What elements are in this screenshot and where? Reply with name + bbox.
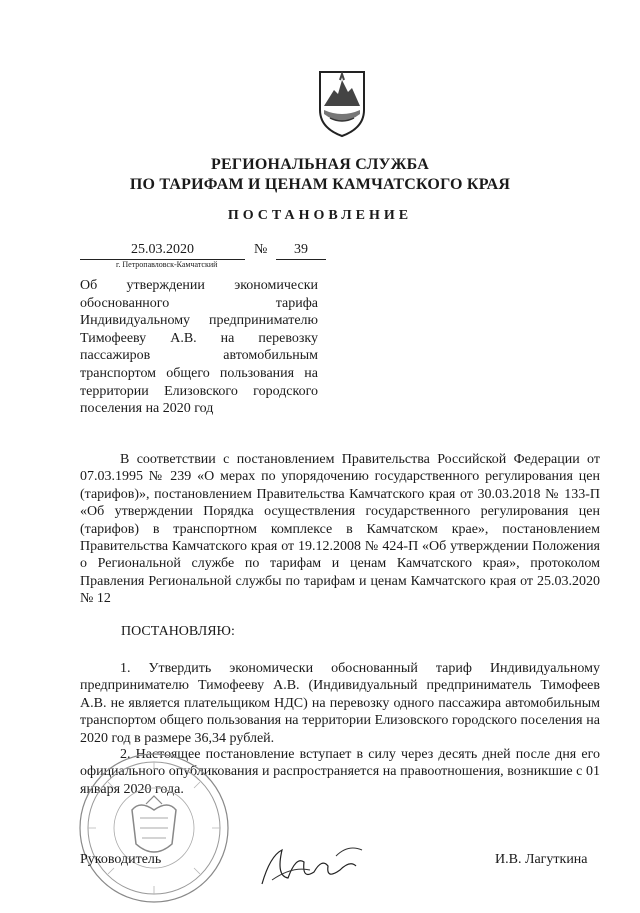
preamble-paragraph: В соответствии с постановлением Правительства Российской Федерации от 07.03.1995 № 239 «О мерах по упорядочению государственного регулирования цен (тарифов)», постановлением Правительства Камчатского края от 30.03.2018 № 133-П «Об утверждении Порядка осуществления государственного регулирования цен (тарифов) в транспортном комплексе в Камчатском крае», постановлением Правительства Камчатского края от 19.12.2008 № 424-П «Об утверждении Положения о Региональной службе по тарифам и ценам Камчатского края», протоколом Правления Региональной службы по тарифам и ценам Камчатского края от 25.03.2020 № 12 bbox=[80, 452, 600, 607]
document-date: 25.03.2020 bbox=[80, 242, 245, 260]
decree-item-2: 2. Настоящее постановление вступает в силу через десять дней после дня его официального опубликования и распространяется на правоотношения, возникшие с 01 января 2020 года. bbox=[80, 747, 600, 797]
signer-position: Руководитель bbox=[80, 852, 162, 867]
org-name-line1: РЕГИОНАЛЬНАЯ СЛУЖБА bbox=[211, 156, 429, 173]
signer-name: И.В. Лагуткина bbox=[495, 852, 588, 867]
handwritten-signature-icon bbox=[252, 836, 372, 896]
official-seal-icon bbox=[74, 748, 234, 908]
decree-word: ПОСТАНОВЛЯЮ: bbox=[121, 624, 235, 639]
org-name-line2: ПО ТАРИФАМ И ЦЕНАМ КАМЧАТСКОГО КРАЯ bbox=[129, 176, 511, 193]
place-of-issue: г. Петропавловск-Камчатский bbox=[116, 260, 218, 269]
document-type-title: ПОСТАНОВЛЕНИЕ bbox=[227, 208, 413, 223]
document-number: 39 bbox=[276, 242, 326, 260]
document-subject: Об утверждении экономически обоснованного тарифа Индивидуальному предпринимателю Тимофееву А.В. на перевозку пассажиров автомобильным транспортом общего пользования на территории Елизовского городского поселения на 2020 год bbox=[80, 278, 318, 417]
number-sign: № bbox=[254, 242, 268, 257]
decree-item-1: 1. Утвердить экономически обоснованный тариф Индивидуальному предпринимателю Тимофееву А.В. (Индивидуальный предприниматель Тимофеев А.В. не является плательщиком НДС) на перевозку одного пассажира автомобильным транспортом общего пользования на территории Елизовского городского поселения на 2020 год в размере 36,34 рублей. bbox=[80, 661, 600, 746]
coat-of-arms-icon bbox=[316, 66, 368, 138]
